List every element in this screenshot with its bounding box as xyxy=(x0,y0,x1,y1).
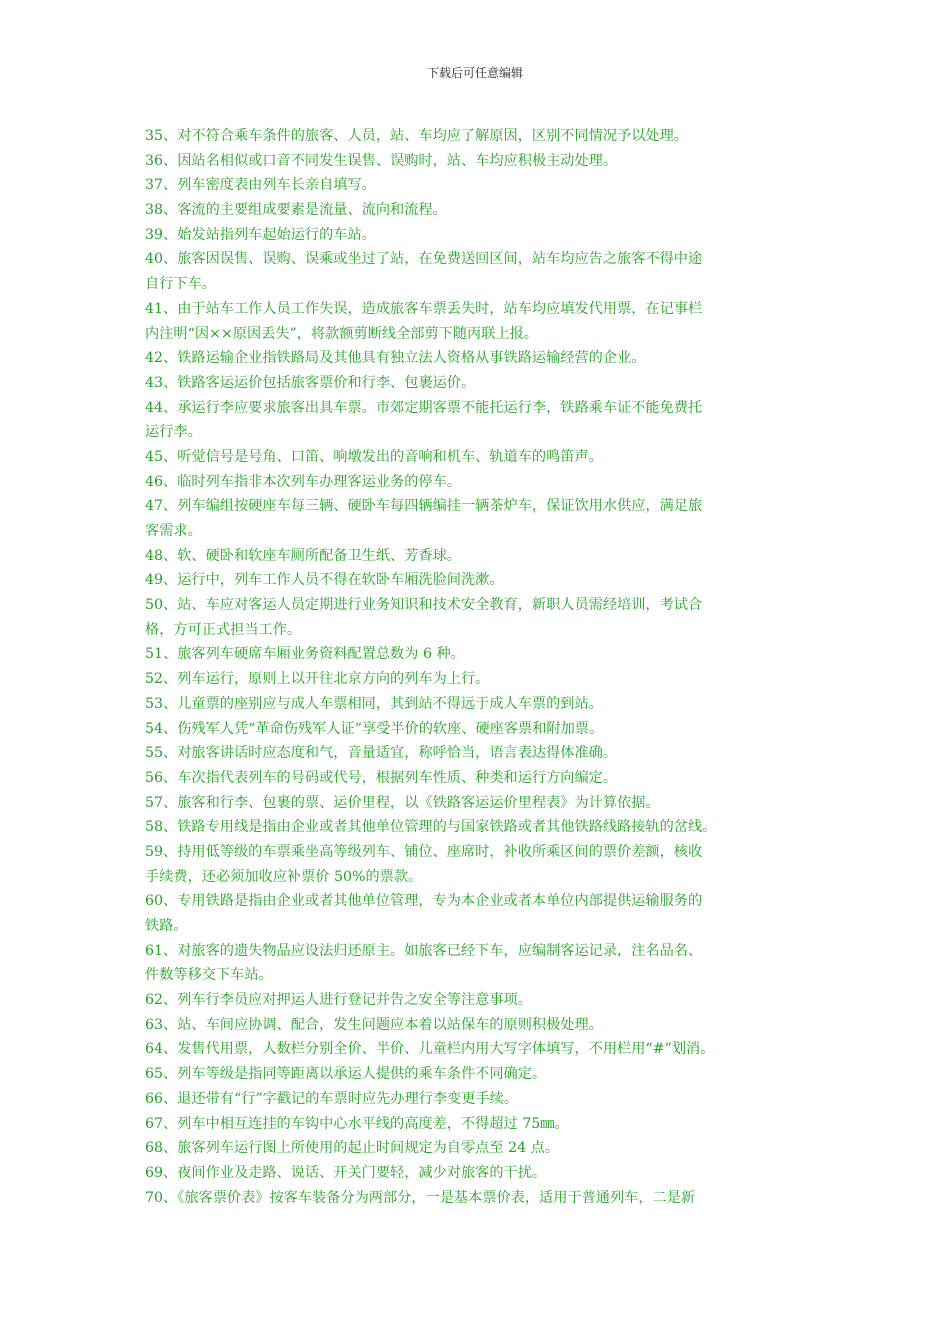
text-line: 51、旅客列车硬席车厢业务资料配置总数为 6 种。 xyxy=(145,646,465,663)
text-line: 54、伤残军人凭“革命伤残军人证”享受半价的软座、硬座客票和附加票。 xyxy=(145,720,604,737)
text-line: 56、车次指代表列车的号码或代号，根据列车性质、种类和运行方向编定。 xyxy=(145,769,618,786)
text-line: 35、对不符合乘车条件的旅客、人员，站、车均应了解原因，区别不同情况予以处理。 xyxy=(145,128,688,144)
text-line: 66、退还带有“行”字戳记的车票时应先办理行李变更手续。 xyxy=(145,1090,519,1107)
page-header: 下载后可任意编辑 xyxy=(426,66,523,80)
text-line: 42、铁路运输企业指铁路局及其他具有独立法人资格从事铁路运输经营的企业。 xyxy=(145,350,646,367)
text-line: 39、始发站指列车起始运行的车站。 xyxy=(145,226,376,243)
text-line: 60、专用铁路是指由企业或者其他单位管理，专为本企业或者本单位内部提供运输服务的 xyxy=(145,893,703,910)
document-body xyxy=(145,124,835,1210)
text-line: 运行李。 xyxy=(145,424,202,441)
text-line: 件数等移交下车站。 xyxy=(145,967,273,984)
text-line: 内注明“因××原因丢失”，将款额剪断线全部剪下随丙联上报。 xyxy=(145,325,538,342)
text-line: 68、旅客列车运行图上所使用的起止时间规定为自零点至 24 点。 xyxy=(145,1140,560,1157)
text-line: 36、因站名相似或口音不同发生误售、误购时，站、车均应积极主动处理。 xyxy=(145,152,618,169)
text-line: 45、听觉信号是号角、口笛、响墩发出的音响和机车、轨道车的鸣笛声。 xyxy=(145,448,603,465)
text-line: 61、对旅客的遗失物品应设法归还原主。如旅客已经下车，应编制客运记录，注名品名、 xyxy=(145,942,703,959)
text-line: 40、旅客因误售、误购、误乘或坐过了站，在免费送回区间，站车均应告之旅客不得中途 xyxy=(145,251,703,268)
text-line: 52、列车运行，原则上以开往北京方向的列车为上行。 xyxy=(145,671,490,688)
text-line: 客需求。 xyxy=(145,523,202,539)
text-line: 44、承运行李应要求旅客出具车票。市郊定期客票不能托运行李，铁路乘车证不能免费托 xyxy=(145,399,703,416)
text-line: 49、运行中，列车工作人员不得在软卧车厢洗脸间洗漱。 xyxy=(145,572,504,589)
text-line: 铁路。 xyxy=(145,918,188,934)
text-line: 47、列车编组按硬座车每三辆、硬卧车每四辆编挂一辆茶炉车，保证饮用水供应，满足旅 xyxy=(145,498,703,515)
text-line: 65、列车等级是指同等距离以承运人提供的乘车条件不同确定。 xyxy=(145,1066,547,1083)
text-line: 58、铁路专用线是指由企业或者其他单位管理的与国家铁路或者其他铁路线路接轨的岔线。 xyxy=(145,819,717,836)
text-line: 62、列车行李员应对押运人进行登记并告之安全等注意事项。 xyxy=(145,992,532,1009)
text-line: 41、由于站车工作人员工作失误，造成旅客车票丢失时，站车均应填发代用票，在记事栏 xyxy=(145,300,703,317)
text-line: 57、旅客和行李、包裹的票、运价里程，以《铁路客运运价里程表》为计算依据。 xyxy=(145,794,660,811)
text-line: 70、《旅客票价表》按客车装备分为两部分，一是基本票价表，适用于普通列车，二是新 xyxy=(145,1189,696,1206)
text-line: 59、持用低等级的车票乘坐高等级列车、铺位、座席时，补收所乘区间的票价差额，核收 xyxy=(145,843,703,860)
text-line: 67、列车中相互连挂的车钩中心水平线的高度差，不得超过 75㎜。 xyxy=(145,1115,569,1132)
text-line: 格，方可正式担当工作。 xyxy=(145,621,302,638)
text-line: 63、站、车间应协调、配合，发生问题应本着以站保车的原则积极处理。 xyxy=(145,1016,603,1033)
text-line: 43、铁路客运运价包括旅客票价和行李、包裹运价。 xyxy=(145,374,476,391)
text-line: 50、站、车应对客运人员定期进行业务知识和技术安全教育，新职人员需经培训，考试合 xyxy=(145,597,703,614)
text-line: 37、列车密度表由列车长亲自填写。 xyxy=(145,177,376,194)
text-line: 55、对旅客讲话时应态度和气，音量适宜，称呼恰当，语言表达得体准确。 xyxy=(145,745,618,762)
text-line: 38、客流的主要组成要素是流量、流向和流程。 xyxy=(145,202,447,219)
text-line: 69、夜间作业及走路、说话、开关门要轻，减少对旅客的干扰。 xyxy=(145,1164,547,1181)
text-line: 手续费，还必须加收应补票价 50%的票款。 xyxy=(145,868,423,885)
text-line: 自行下车。 xyxy=(145,276,216,293)
text-line: 48、软、硬卧和软座车厕所配备卫生纸、芳香球。 xyxy=(145,547,461,564)
text-line: 64、发售代用票，人数栏分别全价、半价、儿童栏内用大写字体填写，不用栏用“#”划消。 xyxy=(145,1041,715,1058)
text-line: 46、临时列车指非本次列车办理客运业务的停车。 xyxy=(145,473,461,490)
text-line: 53、儿童票的座别应与成人车票相同，其到站不得远于成人车票的到站。 xyxy=(145,695,603,712)
